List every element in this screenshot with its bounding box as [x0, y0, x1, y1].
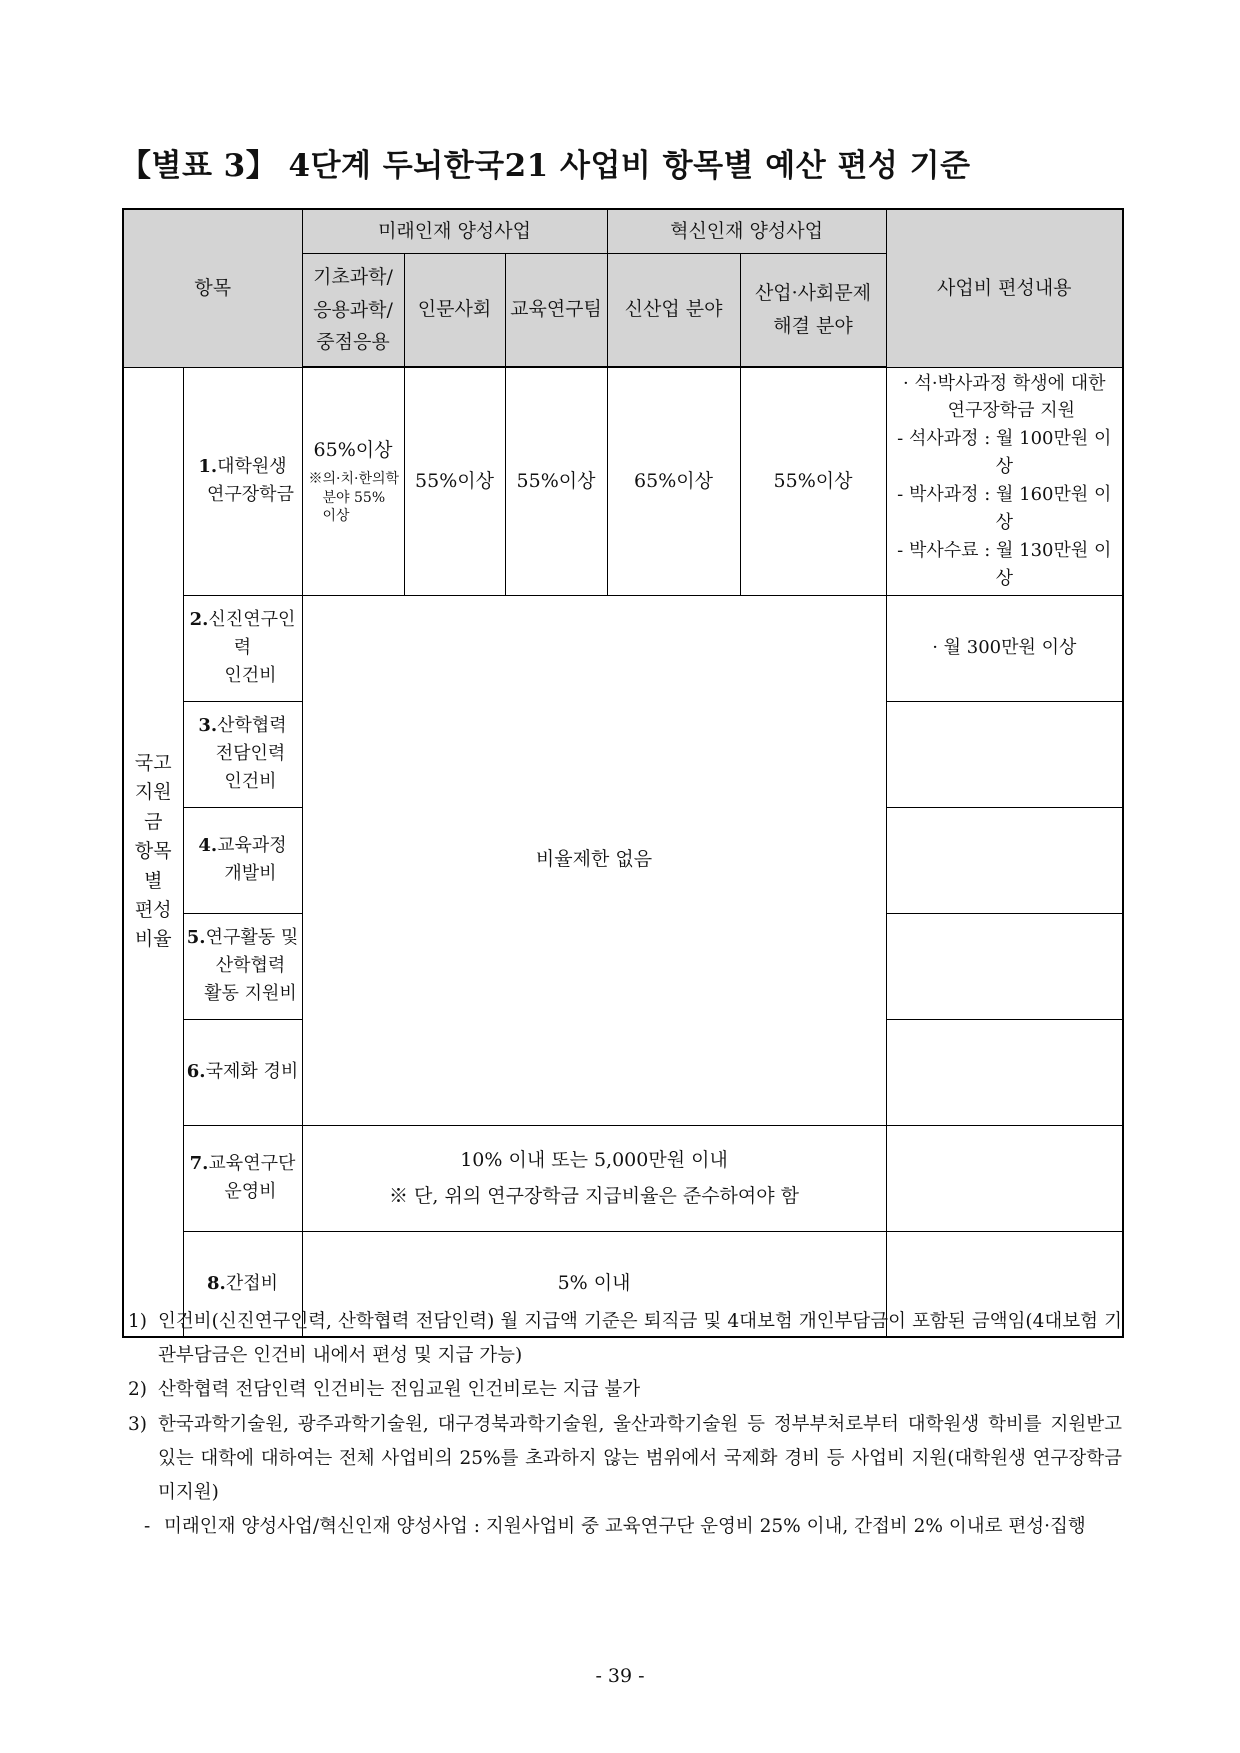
- header-group-innov: 혁신인재 양성사업: [607, 209, 886, 253]
- footnote-3-sub-text: 미래인재 양성사업/혁신인재 양성사업 : 지원사업비 중 교육연구단 운영비 25% 이내, 간접비 2% 이내로 편성·집행: [164, 1516, 1086, 1538]
- footnote-2: [122, 1373, 1122, 1407]
- footnote-3: [122, 1408, 1122, 1511]
- item-5: [183, 913, 302, 1019]
- page-title: 【별표 3】 4단계 두뇌한국21 사업비 항목별 예산 편성 기준: [120, 148, 971, 184]
- item-8-num: 8.: [207, 1272, 226, 1294]
- item-4-num: 4.: [198, 835, 218, 857]
- r7-value-line1: 10% 이내 또는 5,000만원 이내: [460, 1149, 728, 1172]
- item-2-num: 2.: [189, 609, 209, 631]
- group-label: [123, 367, 183, 1337]
- r1-content-line1: · 석·박사과정 학생에 대한: [903, 372, 1106, 394]
- item-7-num: 7.: [189, 1153, 209, 1175]
- footnote-3-mark: 3): [128, 1413, 147, 1435]
- header-col-basic-line1: 기초과학/: [313, 266, 393, 289]
- header-col-newind: 신산업 분야: [607, 253, 740, 367]
- item-5-line1: 연구활동 및: [205, 927, 299, 949]
- r1-content-line4: - 박사과정 : 월 160만원 이상: [897, 484, 1112, 533]
- item-7-line2: 운영비: [224, 1181, 277, 1203]
- item-2-line2: 인건비: [224, 665, 277, 687]
- footnote-3-sub: [122, 1510, 1122, 1544]
- header-col-basic-line2: 응용과학/: [313, 298, 393, 321]
- group-label-line3: 항목별: [134, 840, 172, 892]
- item-2-line1: 신진연구인력: [208, 609, 296, 659]
- header-item: 항목: [123, 209, 302, 367]
- budget-table: [122, 208, 1124, 1338]
- r1-social: 55%이상: [740, 367, 886, 595]
- r1-basic-note-line3: 이상: [322, 508, 350, 525]
- r2-content: · 월 300만원 이상: [886, 595, 1123, 701]
- footnotes: [122, 1305, 1122, 1545]
- item-4-line2: 개발비: [224, 863, 277, 885]
- item-7-line1: 교육연구단: [208, 1153, 296, 1175]
- r1-content-line2: 연구장학금 지원: [947, 400, 1075, 422]
- item-5-line2: 산학협력: [215, 955, 286, 977]
- header-col-social: [740, 253, 886, 367]
- r7-content: [886, 1125, 1123, 1231]
- no-limit-cell: 비율제한 없음: [302, 595, 886, 1125]
- header-content: 사업비 편성내용: [886, 209, 1123, 367]
- header-col-basic-line3: 중점응용: [316, 330, 390, 353]
- footnote-1-mark: 1): [128, 1311, 147, 1332]
- item-8-line1: 간접비: [225, 1272, 278, 1294]
- header-col-social-line1: 산업·사회문제: [754, 282, 872, 305]
- header-col-social-line2: 해결 분야: [773, 314, 853, 337]
- footnote-1: [122, 1305, 1122, 1373]
- header-group-future: 미래인재 양성사업: [302, 209, 607, 253]
- r1-newind: 65%이상: [607, 367, 740, 595]
- item-5-line3: 활동 지원비: [204, 983, 297, 1005]
- footnote-2-text: 산학협력 전담인력 인건비는 전임교원 인건비로는 지급 불가: [158, 1379, 641, 1401]
- item-6-num: 6.: [186, 1061, 206, 1083]
- group-label-line2: 지원금: [134, 781, 172, 833]
- header-col-basic: [302, 253, 404, 367]
- item-1-line1: 대학원생: [217, 456, 287, 478]
- footnote-3-sub-mark: -: [144, 1516, 151, 1538]
- r7-value-line2: ※ 단, 위의 연구장학금 지급비율은 준수하여야 함: [389, 1185, 800, 1208]
- r1-basic: [302, 367, 404, 595]
- header-col-human: 인문사회: [404, 253, 505, 367]
- r3-content: [886, 701, 1123, 807]
- r8-value: 5% 이내: [302, 1231, 886, 1337]
- item-6-line1: 국제화 경비: [205, 1061, 299, 1083]
- item-6: [183, 1019, 302, 1125]
- r1-content: [886, 367, 1123, 595]
- item-4-line1: 교육과정: [217, 835, 287, 857]
- item-1: [183, 367, 302, 595]
- header-col-edu: 교육연구팀: [505, 253, 607, 367]
- r1-basic-note-line1: ※의·치·한의학: [308, 470, 400, 487]
- item-7: [183, 1125, 302, 1231]
- item-1-num: 1.: [198, 456, 218, 478]
- group-label-line1: 국고: [134, 751, 172, 774]
- item-1-line2: 연구장학금: [207, 484, 294, 506]
- r1-content-line5: - 박사수료 : 월 130만원 이상: [897, 539, 1112, 589]
- r1-human: 55%이상: [404, 367, 505, 595]
- group-label-line4: 편성: [134, 898, 172, 921]
- item-5-num: 5.: [186, 927, 206, 949]
- group-label-line5: 비율: [134, 928, 172, 951]
- r4-content: [886, 807, 1123, 913]
- r1-content-line3: - 석사과정 : 월 100만원 이상: [897, 428, 1112, 478]
- item-3: [183, 701, 302, 807]
- item-4: [183, 807, 302, 913]
- r1-basic-note-line2: 분야 55%: [322, 489, 386, 506]
- item-3-line1: 산학협력: [217, 715, 287, 737]
- r7-value: [302, 1125, 886, 1231]
- footnote-3-text: 한국과학기술원, 광주과학기술원, 대구경북과학기술원, 울산과학기술원 등 정부부처로부터 대학원생 학비를 지원받고 있는 대학에 대하여는 전체 사업비의 25%를 초과하지 않는 범위에서 국제화 경비 등 사업비 지원(대학원생 연구장학금 미지원): [158, 1413, 1122, 1504]
- item-2: [183, 595, 302, 701]
- item-3-line3: 인건비: [224, 771, 277, 793]
- r1-basic-value: 65%이상: [313, 439, 393, 462]
- r1-basic-note: [305, 470, 402, 527]
- r1-edu: 55%이상: [505, 367, 607, 595]
- item-3-line2: 전담인력: [215, 743, 286, 765]
- r5-content: [886, 913, 1123, 1019]
- footnote-2-mark: 2): [128, 1379, 147, 1401]
- footnote-1-text: 인건비(신진연구인력, 산학협력 전담인력) 월 지급액 기준은 퇴직금 및 4대보험 개인부담금이 포함된 금액임(4대보험 기관부담금은 인건비 내에서 편성 및 지급 가능): [158, 1311, 1122, 1367]
- page-number: - 39 -: [595, 1665, 645, 1687]
- r6-content: [886, 1019, 1123, 1125]
- item-3-num: 3.: [198, 715, 218, 737]
